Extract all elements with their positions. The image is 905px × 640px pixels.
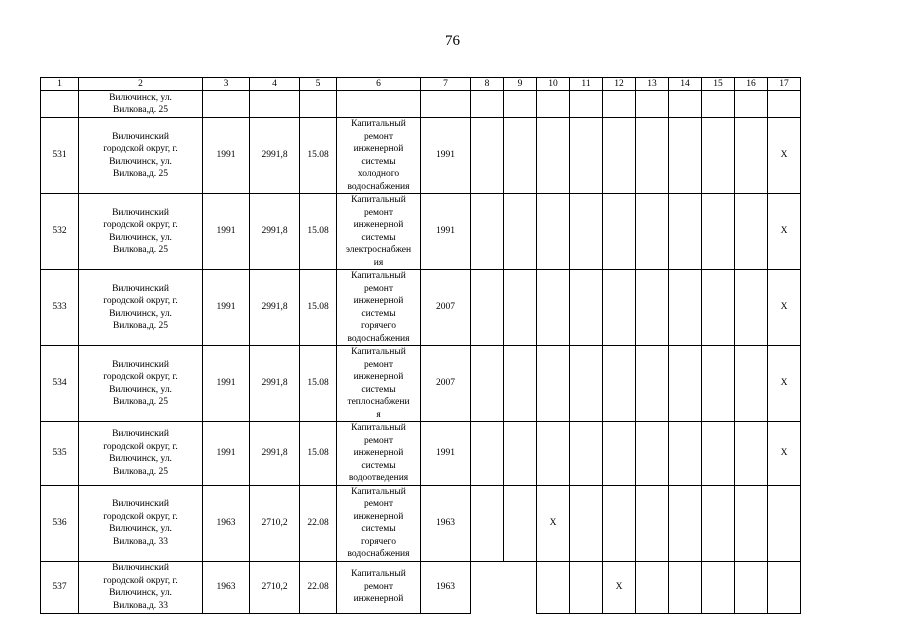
cell-empty <box>603 118 636 194</box>
column-header-7: 7 <box>421 78 471 91</box>
cell-empty <box>471 485 504 561</box>
cell-empty <box>504 118 537 194</box>
cell-empty <box>471 270 504 346</box>
table-row <box>41 194 801 270</box>
cell-empty <box>41 91 79 118</box>
cell-empty <box>504 91 537 118</box>
cell-area: 2991,8 <box>250 194 300 270</box>
cell-empty <box>504 194 537 270</box>
cell-empty <box>669 422 702 486</box>
cell-row-number: 536 <box>41 485 79 561</box>
cell-empty <box>735 422 768 486</box>
cell-row-number: 531 <box>41 118 79 194</box>
column-header-14: 14 <box>669 78 702 91</box>
cell-year: 1991 <box>203 194 250 270</box>
continuation-row <box>41 91 801 118</box>
cell-year: 1991 <box>203 270 250 346</box>
cell-empty <box>735 561 768 613</box>
cell-empty <box>300 91 337 118</box>
cell-area: 2991,8 <box>250 422 300 486</box>
cell-row-number: 534 <box>41 346 79 422</box>
cell-empty <box>537 194 570 270</box>
cell-empty <box>702 270 735 346</box>
cell-empty <box>570 485 603 561</box>
cell-mark-col17: Х <box>768 270 801 346</box>
cell-col7: 2007 <box>421 346 471 422</box>
cell-empty <box>735 118 768 194</box>
cell-empty <box>537 346 570 422</box>
cell-empty <box>603 485 636 561</box>
cell-empty <box>471 346 504 422</box>
cell-empty <box>504 270 537 346</box>
cell-empty <box>570 561 603 613</box>
column-header-15: 15 <box>702 78 735 91</box>
column-header-11: 11 <box>570 78 603 91</box>
table-row <box>41 422 801 486</box>
cell-empty <box>570 118 603 194</box>
cell-work-type: Капитальный ремонт инженерной <box>337 561 421 613</box>
repair-schedule-table <box>40 77 801 614</box>
cell-empty <box>203 91 250 118</box>
cell-empty <box>702 561 735 613</box>
cell-col7: 1963 <box>421 561 471 613</box>
cell-empty <box>702 194 735 270</box>
cell-empty <box>421 91 471 118</box>
table-row <box>41 118 801 194</box>
cell-empty <box>669 91 702 118</box>
cell-empty <box>702 422 735 486</box>
cell-row-number: 535 <box>41 422 79 486</box>
cell-empty <box>669 485 702 561</box>
cell-empty <box>570 346 603 422</box>
cell-empty <box>337 91 421 118</box>
cell-address: Вилючинский городской округ, г. Вилючинск, ул. Вилкова,д. 25 <box>79 194 203 270</box>
cell-empty <box>636 561 669 613</box>
cell-col7: 1991 <box>421 422 471 486</box>
cell-empty <box>471 194 504 270</box>
cell-code: 22.08 <box>300 561 337 613</box>
cell-empty <box>537 561 570 613</box>
cell-work-type: Капитальный ремонт инженерной системы горячего водоснабжения <box>337 270 421 346</box>
cell-empty <box>603 270 636 346</box>
cell-col7: 2007 <box>421 270 471 346</box>
cell-code: 15.08 <box>300 270 337 346</box>
column-header-2: 2 <box>79 78 203 91</box>
cell-mark-col17: Х <box>768 422 801 486</box>
cell-empty <box>735 485 768 561</box>
cell-empty <box>669 561 702 613</box>
cell-empty <box>735 91 768 118</box>
cell-year: 1963 <box>203 561 250 613</box>
cell-empty <box>669 270 702 346</box>
column-header-1: 1 <box>41 78 79 91</box>
cell-empty <box>471 91 504 118</box>
column-header-17: 17 <box>768 78 801 91</box>
cell-empty <box>471 118 504 194</box>
cell-empty <box>735 270 768 346</box>
cell-row-number: 532 <box>41 194 79 270</box>
cell-empty <box>735 346 768 422</box>
cell-blank <box>471 561 504 613</box>
cell-mark-col17: Х <box>768 118 801 194</box>
cell-empty <box>537 422 570 486</box>
column-header-5: 5 <box>300 78 337 91</box>
cell-empty <box>471 422 504 486</box>
cell-empty <box>702 346 735 422</box>
cell-blank <box>504 561 537 613</box>
cell-work-type: Капитальный ремонт инженерной системы горячего водоснабжения <box>337 485 421 561</box>
cell-col7: 1991 <box>421 118 471 194</box>
cell-empty <box>768 91 801 118</box>
cell-empty <box>636 485 669 561</box>
cell-empty <box>570 422 603 486</box>
cell-empty <box>603 91 636 118</box>
cell-address: Вилючинский городской округ, г. Вилючинск, ул. Вилкова,д. 33 <box>79 485 203 561</box>
cell-year: 1991 <box>203 346 250 422</box>
cell-address: Вилючинский городской округ, г. Вилючинск, ул. Вилкова,д. 25 <box>79 346 203 422</box>
cell-mark-col17: Х <box>768 346 801 422</box>
cell-empty <box>504 346 537 422</box>
cell-col7: 1963 <box>421 485 471 561</box>
cell-address: Вилючинский городской округ, г. Вилючинск, ул. Вилкова,д. 25 <box>79 270 203 346</box>
column-header-9: 9 <box>504 78 537 91</box>
cell-area: 2991,8 <box>250 270 300 346</box>
cell-empty <box>570 91 603 118</box>
cell-mark-col17: Х <box>768 194 801 270</box>
cell-work-type: Капитальный ремонт инженерной системы холодного водоснабжения <box>337 118 421 194</box>
cell-empty <box>537 91 570 118</box>
cell-work-type: Капитальный ремонт инженерной системы водоотведения <box>337 422 421 486</box>
column-header-6: 6 <box>337 78 421 91</box>
page-number: 76 <box>445 33 460 49</box>
cell-code: 15.08 <box>300 346 337 422</box>
cell-empty <box>537 118 570 194</box>
cell-mark-col12: Х <box>603 561 636 613</box>
cell-empty <box>636 346 669 422</box>
cell-empty <box>603 422 636 486</box>
cell-work-type: Капитальный ремонт инженерной системы теплоснабжени я <box>337 346 421 422</box>
column-header-12: 12 <box>603 78 636 91</box>
cell-empty <box>570 194 603 270</box>
cell-row-number: 533 <box>41 270 79 346</box>
table-row <box>41 485 801 561</box>
cell-empty <box>636 270 669 346</box>
cell-empty <box>669 194 702 270</box>
column-header-4: 4 <box>250 78 300 91</box>
cell-code: 22.08 <box>300 485 337 561</box>
column-header-13: 13 <box>636 78 669 91</box>
cell-empty <box>250 91 300 118</box>
cell-area: 2710,2 <box>250 561 300 613</box>
cell-empty <box>636 91 669 118</box>
cell-code: 15.08 <box>300 194 337 270</box>
table-row <box>41 561 801 613</box>
cell-year: 1991 <box>203 118 250 194</box>
cell-empty <box>603 194 636 270</box>
table-row <box>41 270 801 346</box>
cell-address: Вилючинский городской округ, г. Вилючинск, ул. Вилкова,д. 33 <box>79 561 203 613</box>
cell-year: 1991 <box>203 422 250 486</box>
cell-address: Вилючинский городской округ, г. Вилючинск, ул. Вилкова,д. 25 <box>79 422 203 486</box>
cell-mark-col10: Х <box>537 485 570 561</box>
cell-empty <box>702 118 735 194</box>
cell-empty <box>504 422 537 486</box>
cell-empty <box>636 422 669 486</box>
column-header-8: 8 <box>471 78 504 91</box>
cell-empty <box>702 91 735 118</box>
cell-year: 1963 <box>203 485 250 561</box>
cell-col7: 1991 <box>421 194 471 270</box>
cell-empty <box>702 485 735 561</box>
cell-code: 15.08 <box>300 118 337 194</box>
cell-empty <box>669 118 702 194</box>
cell-empty <box>735 194 768 270</box>
cell-empty <box>768 485 801 561</box>
cell-empty <box>669 346 702 422</box>
cell-empty <box>537 270 570 346</box>
cell-address: Вилючинск, ул. Вилкова,д. 25 <box>79 91 203 118</box>
cell-address: Вилючинский городской округ, г. Вилючинск, ул. Вилкова,д. 25 <box>79 118 203 194</box>
cell-empty <box>768 561 801 613</box>
cell-empty <box>603 346 636 422</box>
cell-area: 2991,8 <box>250 118 300 194</box>
column-header-16: 16 <box>735 78 768 91</box>
cell-empty <box>504 485 537 561</box>
column-header-10: 10 <box>537 78 570 91</box>
cell-row-number: 537 <box>41 561 79 613</box>
cell-empty <box>570 270 603 346</box>
cell-code: 15.08 <box>300 422 337 486</box>
cell-work-type: Капитальный ремонт инженерной системы электроснабжен ия <box>337 194 421 270</box>
cell-area: 2710,2 <box>250 485 300 561</box>
cell-area: 2991,8 <box>250 346 300 422</box>
column-header-3: 3 <box>203 78 250 91</box>
table-row <box>41 346 801 422</box>
cell-empty <box>636 194 669 270</box>
cell-empty <box>636 118 669 194</box>
header-row <box>41 78 801 91</box>
